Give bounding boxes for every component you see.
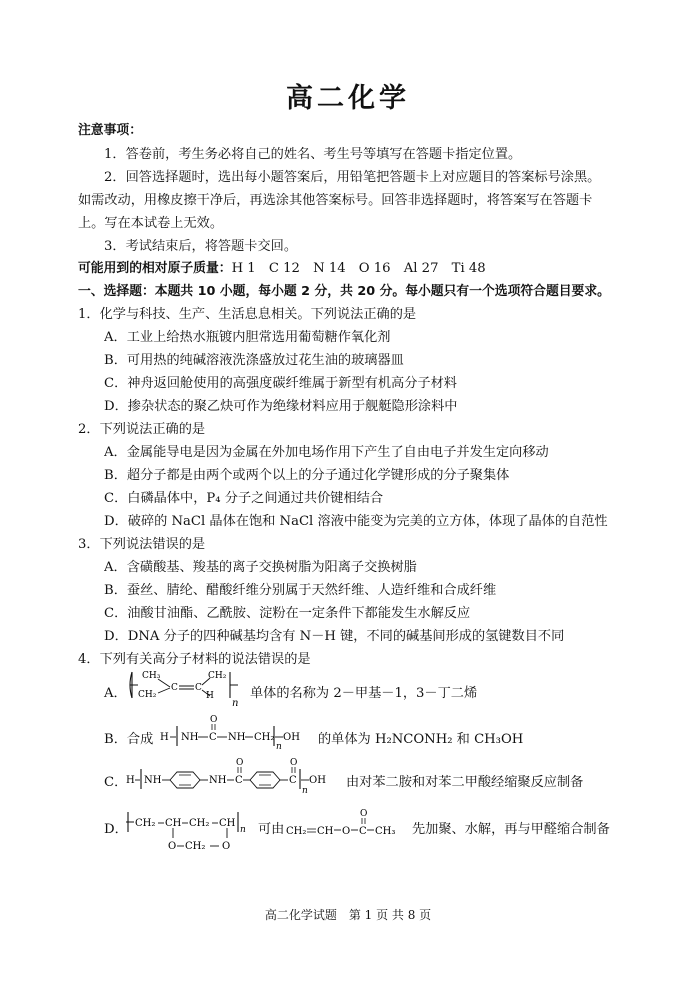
atomic-mass-values: H 1 C 12 N 14 O 16 Al 27 Ti 48 [231,261,486,276]
svg-text:n: n [276,742,282,752]
svg-text:CH₃: CH₃ [375,826,396,837]
svg-text:H: H [206,691,214,701]
q4-option-c-structure [124,755,344,795]
q1-option-b: B．可用热的纯碱溶液洗涤盛放过花生油的玻璃器皿 [104,353,404,368]
q3-option-d: D．DNA 分子的四种碱基均含有 N－H 键，不同的碱基间形成的氢键数目不同 [104,629,565,644]
svg-text:O: O [210,715,218,725]
svg-text:NH: NH [209,775,227,786]
q3-option-a: A．含磺酸基、羧基的离子交换树脂为阳离子交换树脂 [104,560,417,575]
q4-option-c-text: 由对苯二胺和对苯二甲酸经缩聚反应制备 [346,775,584,790]
q4-option-d-text1: 可由 [258,822,285,837]
svg-text:OH: OH [309,775,326,786]
q2-option-b: B．超分子都是由两个或两个以上的分子通过化学键形成的分子聚集体 [104,468,510,483]
q4-option-a-label: A． [104,686,127,701]
svg-text:OH: OH [283,732,300,743]
q4-option-a-structure [128,666,248,716]
notice-item-2-cont: 如需改动，用橡皮擦干净后，再选涂其他答案标号。回答非选择题时，将答案写在答题卡 [78,193,593,208]
svg-text:NH: NH [144,775,162,786]
q4-option-b-text: 的单体为 H₂NCONH₂ 和 CH₃OH [318,732,524,747]
section-heading: 一、选择题：本题共 10 小题，每小题 2 分，共 20 分。每小题只有一个选项符合题目要求。 [78,284,610,299]
atomic-mass-label: 可能用到的相对原子质量： [78,261,232,276]
svg-text:CH₂: CH₂ [208,671,227,681]
svg-text:CH₂: CH₂ [254,732,275,743]
svg-text:CH₂: CH₂ [185,841,206,852]
svg-text:O: O [236,758,244,768]
svg-text:n: n [240,825,246,835]
q1-stem: 1．化学与科技、生产、生活息息相关。下列说法正确的是 [78,307,417,322]
q4-option-d-label: D． [104,822,128,837]
notice-item-1: 1．答卷前，考生务必将自己的姓名、考生号等填写在答题卡指定位置。 [104,147,522,162]
svg-text:C: C [171,683,178,693]
svg-text:CH₂: CH₂ [189,818,210,829]
q3-stem: 3．下列说法错误的是 [78,537,206,552]
svg-text:O: O [342,826,351,837]
svg-text:H: H [160,732,169,743]
svg-text:O: O [168,841,177,852]
svg-text:NH: NH [181,732,199,743]
notice-item-3: 3．考试结束后，将答题卡交回。 [104,239,298,254]
q4-option-d-structure [124,810,264,854]
notice-item-2-cont2: 上。写在本试卷上无效。 [78,216,224,231]
svg-text:CH: CH [317,826,334,837]
notice-heading: 注意事项： [78,123,142,138]
svg-text:CH₂: CH₂ [286,826,307,837]
q1-option-c: C．神舟返回舱使用的高强度碳纤维属于新型有机高分子材料 [104,376,457,391]
q2-option-a: A．金属能导电是因为金属在外加电场作用下产生了自由电子并发生定向移动 [104,445,549,460]
svg-text:n: n [302,786,308,796]
svg-text:C: C [209,732,217,743]
svg-text:CH₂: CH₂ [138,690,157,700]
svg-text:CH₂: CH₂ [135,818,156,829]
svg-text:n: n [232,698,239,709]
svg-text:CH₃: CH₃ [142,671,161,681]
svg-text:O: O [360,809,368,819]
q2-option-d: D．破碎的 NaCl 晶体在饱和 NaCl 溶液中能变为完美的立方体，体现了晶体的自范性 [104,514,608,529]
svg-text:C: C [289,775,297,786]
q1-option-d: D．掺杂状态的聚乙炔可作为绝缘材料应用于舰艇隐形涂料中 [104,399,458,414]
notice-item-2: 2．回答选择题时，选出每小题答案后，用铅笔把答题卡上对应题目的答案标号涂黑。 [104,170,601,185]
q3-option-b: B．蚕丝、腈纶、醋酸纤维分别属于天然纤维、人造纤维和合成纤维 [104,583,497,598]
q4-option-b-label: B．合成 [104,732,154,747]
q4-option-d-text2: 先加聚、水解，再与甲醛缩合制备 [412,822,610,837]
svg-text:C: C [235,775,243,786]
svg-text:H: H [126,775,135,786]
atomic-mass-line [78,260,656,278]
q3-option-c: C．油酸甘油酯、乙酰胺、淀粉在一定条件下都能发生水解反应 [104,606,471,621]
q4-option-a-text: 单体的名称为 2－甲基－1，3－丁二烯 [250,686,478,701]
svg-text:O: O [222,841,231,852]
svg-text:C: C [359,826,367,837]
q4-option-b-structure [158,712,316,752]
svg-text:NH: NH [228,732,246,743]
q4-stem: 4．下列有关高分子材料的说法错误的是 [78,652,311,667]
q4-option-c-label: C． [104,775,128,790]
q1-option-a: A．工业上给热水瓶镀内胆常选用葡萄糖作氧化剂 [104,330,391,345]
q2-option-c: C．白磷晶体中，P₄ 分子之间通过共价键相结合 [104,491,384,506]
page-title: 高二化学 [286,83,410,114]
page-footer: 高二化学试题 第 1 页 共 8 页 [264,908,432,922]
svg-text:CH: CH [165,818,182,829]
svg-text:O: O [290,758,298,768]
svg-text:CH: CH [219,818,236,829]
q2-stem: 2．下列说法正确的是 [78,422,206,437]
svg-text:C: C [195,683,202,693]
vinyl-acetate-structure [286,805,410,839]
